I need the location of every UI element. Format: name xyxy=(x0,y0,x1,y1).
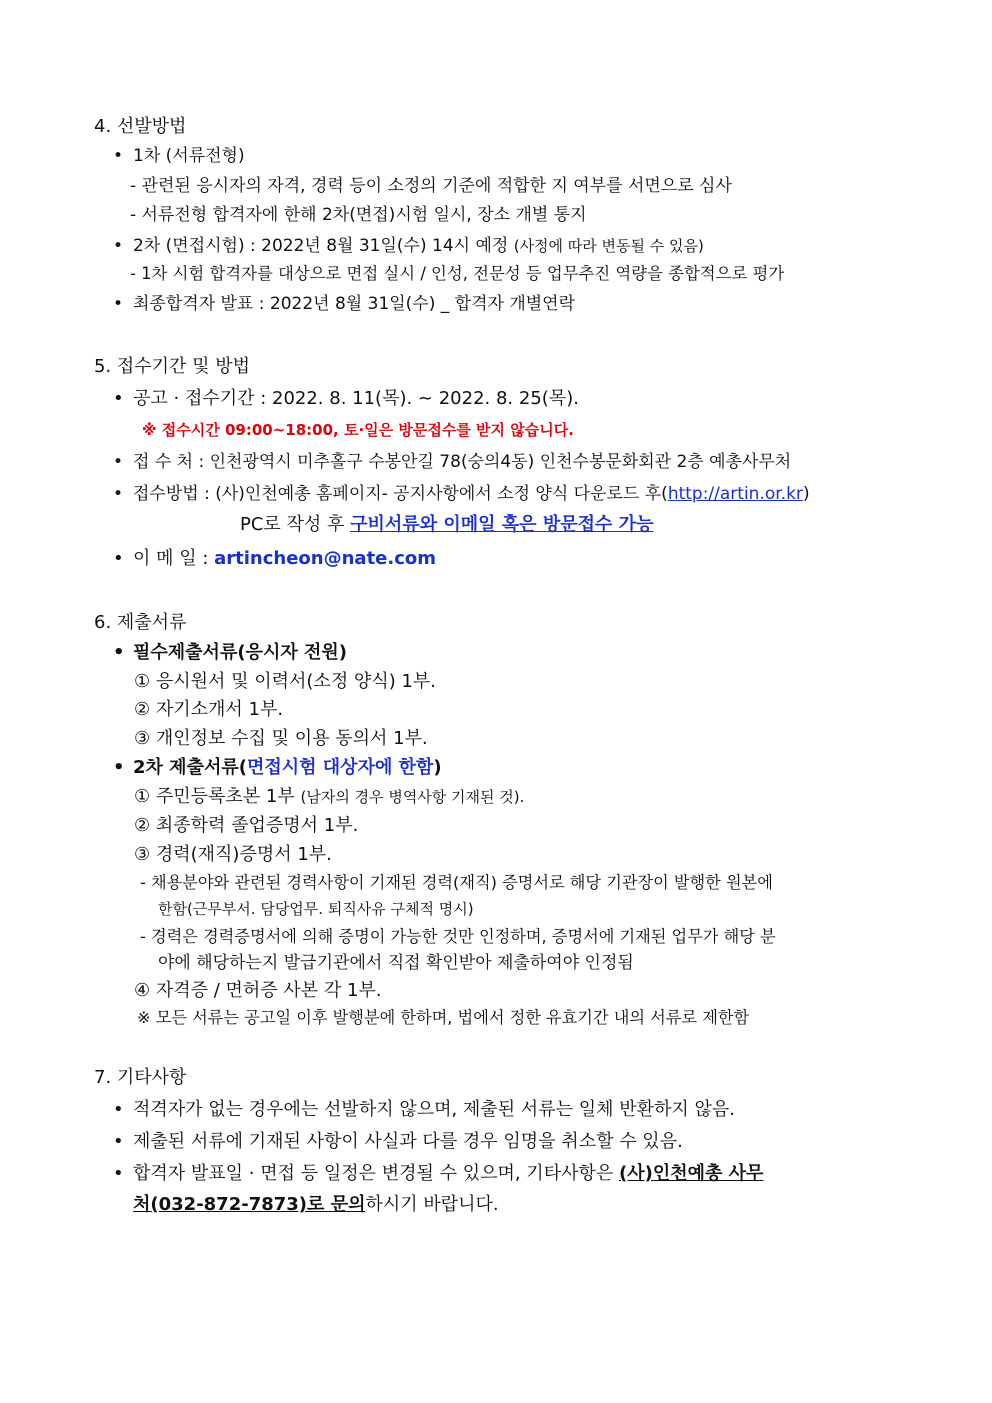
s6-second-3-detail-1-line2: 한함(근무부서. 담당업무. 퇴직사유 구체적 명시) xyxy=(158,900,474,918)
s4-detail-3: - 1차 시험 합격자를 대상으로 면접 실시 / 인성, 전문성 등 업무추진 역량을 종합적으로 평가 xyxy=(130,264,785,283)
s7-bullet-1-text: 적격자가 없는 경우에는 선발하지 않으며, 제출된 서류는 일체 반환하지 않음. xyxy=(133,1099,735,1120)
s6-second-title-blue: 면접시험 대상자에 한함 xyxy=(246,757,434,778)
bullet-icon: • xyxy=(113,642,125,663)
s5-period xyxy=(113,390,579,408)
s4-bullet-2-note: (사정에 따라 변동될 수 있음) xyxy=(513,237,704,255)
s6-second-3-detail-2-line1: - 경력은 경력증명서에 의해 증명이 가능한 것만 인정하며, 증명서에 기재된 업무가 해당 분 xyxy=(140,927,776,946)
s5-method-close: ) xyxy=(802,484,810,504)
s6-second-title-prefix: 2차 제출서류( xyxy=(133,757,247,778)
s7-contact-emphasis-2: 처(032-872-7873)로 문의 xyxy=(133,1194,366,1215)
s4-bullet-1-text: 1차 (서류전형) xyxy=(133,146,245,166)
bullet-icon: • xyxy=(113,1131,124,1152)
s6-second-3: ③ 경력(재직)증명서 1부. xyxy=(134,844,332,865)
s6-second-title xyxy=(113,759,442,777)
s6-required-title xyxy=(113,644,347,662)
bullet-icon: • xyxy=(113,236,124,256)
bullet-icon: • xyxy=(113,484,124,504)
s4-detail-2: - 서류전형 합격자에 한해 2차(면접)시험 일시, 장소 개별 통지 xyxy=(130,205,587,225)
s4-detail-1: - 관련된 응시자의 자격, 경력 등이 소정의 기준에 적합한 지 여부를 서면으로 심사 xyxy=(130,176,732,196)
s6-required-2: ② 자기소개서 1부. xyxy=(134,699,284,720)
bullet-icon: • xyxy=(113,757,125,778)
s5-place xyxy=(113,454,791,471)
s4-bullet-2 xyxy=(113,238,704,255)
s7-bullet-3-line2 xyxy=(133,1196,499,1214)
section-7-heading: 7. 기타사항 xyxy=(94,1067,187,1088)
s7-bullet-2-text: 제출된 서류에 기재된 사항이 사실과 다를 경우 임명을 취소할 수 있음. xyxy=(133,1131,683,1152)
s7-contact-emphasis-1: (사)인천예총 사무 xyxy=(618,1163,764,1184)
s6-second-1-note: (남자의 경우 병역사항 기재된 것). xyxy=(300,788,525,806)
s4-bullet-3-text: 최종합격자 발표 : 2022년 8월 31일(수) _ 합격자 개별연락 xyxy=(133,294,576,314)
s5-email-label: 이 메 일 : xyxy=(133,548,215,569)
s6-second-4: ④ 자격증 / 면허증 사본 각 1부. xyxy=(134,980,382,1001)
s6-second-1 xyxy=(134,788,524,806)
bullet-icon: • xyxy=(113,548,124,569)
bullet-icon: • xyxy=(113,452,124,472)
s6-second-title-suffix: ) xyxy=(433,757,442,778)
section-6-heading: 6. 제출서류 xyxy=(94,612,187,633)
s4-bullet-1 xyxy=(113,148,245,165)
s6-required-title-text: 필수제출서류(응시자 전원) xyxy=(133,642,347,663)
s4-bullet-2-text: 2차 (면접시험) : 2022년 8월 31일(수) 14시 예정 xyxy=(133,236,509,256)
s7-bullet-1 xyxy=(113,1101,735,1119)
s4-bullet-3 xyxy=(113,296,575,313)
s7-bullet-2 xyxy=(113,1133,683,1151)
bullet-icon: • xyxy=(113,146,124,166)
s6-required-3: ③ 개인정보 수집 및 이용 동의서 1부. xyxy=(134,728,428,749)
s5-method-emphasis: 구비서류와 이메일 혹은 방문접수 가능 xyxy=(350,514,654,535)
bullet-icon: • xyxy=(113,294,124,314)
s5-period-text: 공고 · 접수기간 : 2022. 8. 11(목). ~ 2022. 8. 25(목). xyxy=(133,388,579,409)
section-4-heading: 4. 선발방법 xyxy=(94,116,187,137)
email-address[interactable]: artincheon@nate.com xyxy=(214,548,437,569)
s6-second-3-detail-2-line2: 야에 해당하는지 발급기관에서 직접 확인받아 제출하여야 인정됨 xyxy=(158,953,634,973)
s6-second-3-detail-1-line1: - 채용분야와 관련된 경력사항이 기재된 경력(재직) 증명서로 해당 기관장이 발행한 원본에 xyxy=(140,873,773,892)
s5-method-text: 접수방법 : (사)인천예총 홈페이지- 공지사항에서 소정 양식 다운로드 후( xyxy=(133,484,668,504)
s5-method-line2 xyxy=(240,516,653,534)
s7-bullet-3-text: 합격자 발표일 · 면접 등 일정은 변경될 수 있으며, 기타사항은 xyxy=(133,1163,619,1184)
s6-required-1: ① 응시원서 및 이력서(소정 양식) 1부. xyxy=(134,671,437,692)
s5-method-line2-text: PC로 작성 후 xyxy=(240,514,351,535)
s7-bullet-3-suffix: 하시기 바랍니다. xyxy=(365,1194,499,1215)
s7-bullet-3-line1 xyxy=(113,1165,763,1183)
s6-second-1-text: ① 주민등록초본 1부 xyxy=(134,786,295,807)
bullet-icon: • xyxy=(113,388,124,409)
s6-note: ※ 모든 서류는 공고일 이후 발행분에 한하며, 법에서 정한 유효기간 내의 서류로 제한함 xyxy=(137,1008,750,1027)
s6-second-2: ② 최종학력 졸업증명서 1부. xyxy=(134,815,359,836)
homepage-link[interactable]: http://artin.or.kr xyxy=(667,484,803,504)
bullet-icon: • xyxy=(113,1099,124,1120)
section-5-heading: 5. 접수기간 및 방법 xyxy=(94,356,251,377)
s5-warning: ※ 접수시간 09:00~18:00, 토·일은 방문접수를 받지 않습니다. xyxy=(142,421,574,439)
s5-email xyxy=(113,550,436,568)
s5-place-text: 접 수 처 : 인천광역시 미추홀구 수봉안길 78(숭의4동) 인천수봉문화회관 2층 예총사무처 xyxy=(133,452,792,472)
bullet-icon: • xyxy=(113,1163,124,1184)
s5-method xyxy=(113,486,810,503)
